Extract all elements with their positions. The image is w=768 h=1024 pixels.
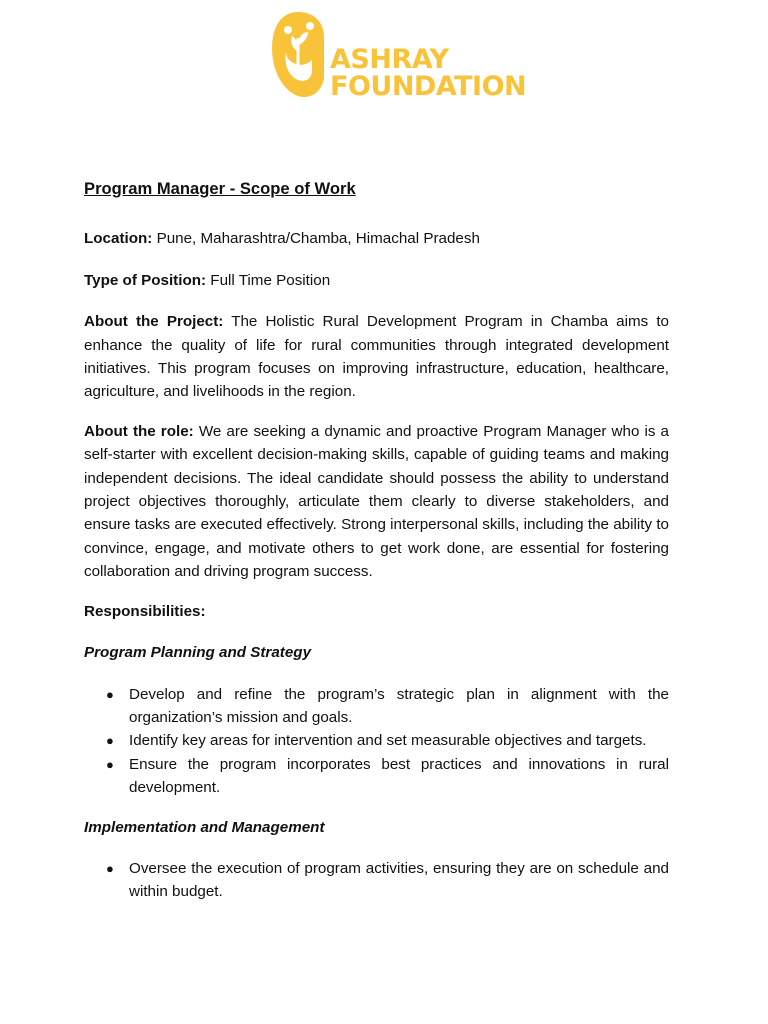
location-label: Location:: [84, 230, 153, 248]
bullet-icon: ●: [106, 860, 114, 876]
location-line: [84, 227, 669, 250]
list-item: ● Oversee the execution of program activities, ensuring they are on schedule and within budget.: [84, 857, 669, 904]
list-item: ● Ensure the program incorporates best practices and innovations in rural development.: [84, 753, 669, 800]
list-item: ● Develop and refine the program’s strategic plan in alignment with the organization’s mission and goals.: [84, 683, 669, 730]
position-type-line: [84, 269, 669, 292]
hands-plant-logo-icon: [264, 8, 334, 104]
planning-bullet-list: [84, 683, 669, 800]
section-heading-planning: Program Planning and Strategy: [84, 644, 312, 662]
about-role-text: We are seeking a dynamic and proactive Program Manager who is a self-starter with excellent decision-making skills, capable of guiding teams and making independent decisions. The ideal candidate should possess the ability to understand project objectives thoroughly, articulate them clearly to diverse stakeholders, and ensure tasks are executed effectively. Strong interpersonal skills, including the ability to convince, engage, and motivate others to get work done, are essential for fostering collaboration and driving program success.: [84, 422, 669, 581]
about-role-label: About the role:: [84, 422, 194, 440]
implementation-bullet-list: [84, 857, 669, 904]
responsibilities-heading: Responsibilities:: [84, 602, 206, 620]
about-project-text: The Holistic Rural Development Program in Chamba aims to enhance the quality of life for rural communities through integrated development initiatives. This program focuses on improving infrastructure, education, healthcare, agriculture, and livelihoods in the region.: [84, 313, 670, 401]
logo-wordmark: [330, 46, 526, 100]
bullet-icon: ●: [106, 733, 114, 749]
bullet-icon: ●: [106, 756, 114, 772]
logo-line-2: FOUNDATION: [330, 71, 527, 102]
list-item: ● Identify key areas for intervention and set measurable objectives and targets.: [84, 729, 669, 752]
position-type-label: Type of Position:: [84, 271, 207, 289]
about-role-paragraph: [84, 420, 669, 584]
about-project-paragraph: [84, 310, 669, 404]
ashray-foundation-logo: [264, 8, 527, 104]
about-project-label: About the Project:: [84, 313, 224, 331]
page-title: Program Manager - Scope of Work: [84, 179, 356, 198]
bullet-icon: ●: [106, 686, 114, 702]
document-body: [84, 177, 669, 920]
location-value: Pune, Maharashtra/Chamba, Himachal Pradesh: [156, 230, 480, 248]
logo-line-1: ASHRAY: [330, 44, 449, 75]
position-type-value: Full Time Position: [210, 271, 331, 289]
section-heading-implementation: Implementation and Management: [84, 818, 325, 836]
